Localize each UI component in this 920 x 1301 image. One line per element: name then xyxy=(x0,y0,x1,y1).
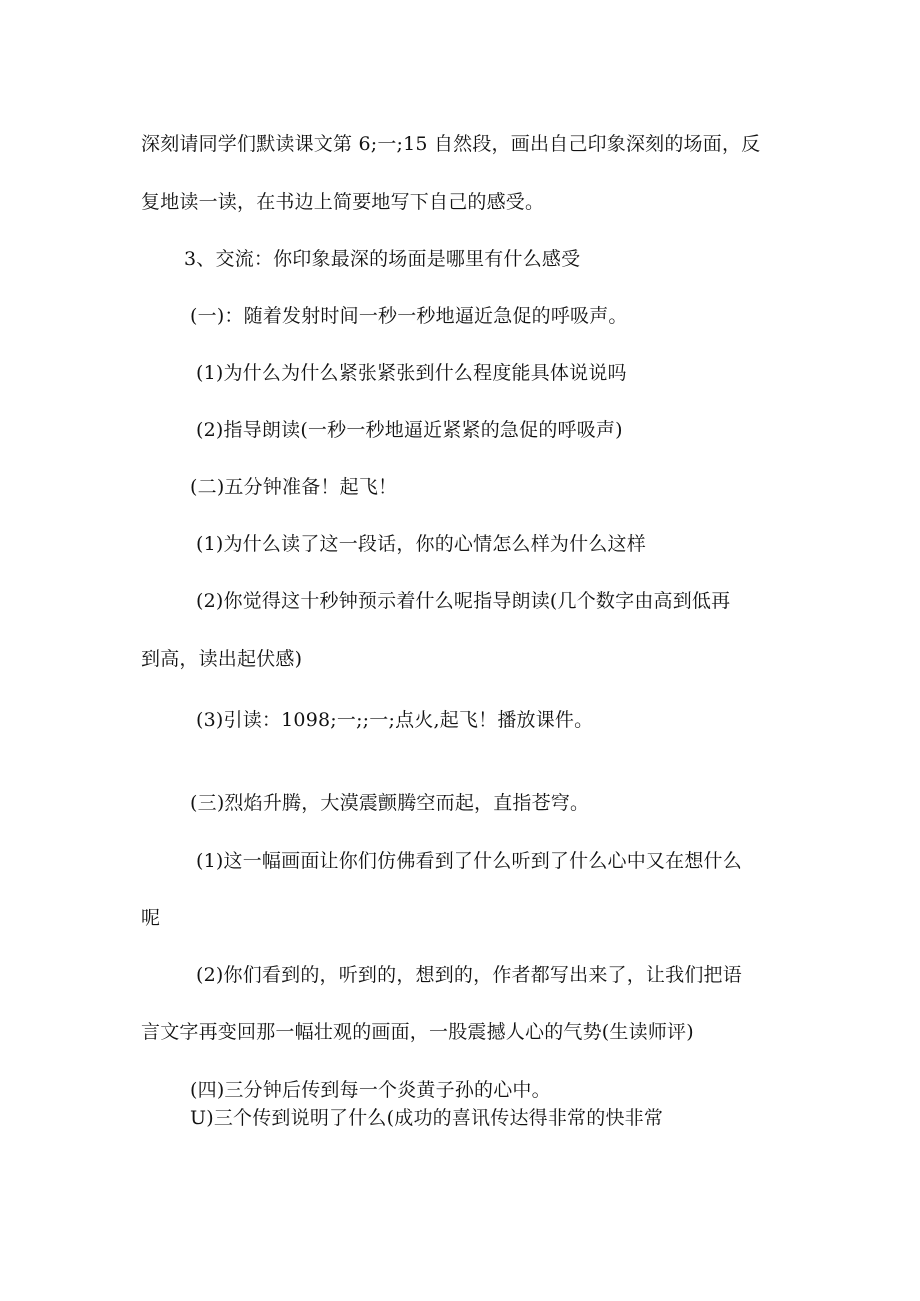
item-line: (2)你们看到的，听到的，想到的，作者都写出来了，让我们把语 xyxy=(196,964,742,986)
paragraph-line-1: 深刻请同学们默读课文第 6;一;15 自然段，画出自己印象深刻的场面，反 xyxy=(141,133,761,155)
item-line: (3)引读：1098;一;;一;点火,起飞！播放课件。 xyxy=(196,709,594,731)
item-line: (1)为什么为什么紧张紧张到什么程度能具体说说吗 xyxy=(196,362,627,384)
paragraph-line-2: 复地读一读，在书边上简要地写下自己的感受。 xyxy=(141,191,545,213)
item-line-continuation: 呢 xyxy=(141,907,161,929)
item-line: (1)这一幅画面让你们仿佛看到了什么听到了什么心中又在想什么 xyxy=(196,850,742,872)
section-heading-3: 3、交流：你印象最深的场面是哪里有什么感受 xyxy=(184,248,581,270)
item-line: U)三个传到说明了什么(成功的喜讯传达得非常的快非常 xyxy=(190,1107,664,1129)
subheading-2: (二)五分钟准备！起飞！ xyxy=(190,476,398,498)
item-line-continuation: 言文字再变回那一幅壮观的画面，一股震撼人心的气势(生读师评) xyxy=(141,1021,694,1043)
subheading-1: (一)：随着发射时间一秒一秒地逼近急促的呼吸声。 xyxy=(190,305,628,327)
item-line: (2)你觉得这十秒钟预示着什么呢指导朗读(几个数字由高到低再 xyxy=(196,590,731,612)
subheading-3: (三)烈焰升腾，大漠震颤腾空而起，直指苍穹。 xyxy=(190,792,590,814)
item-line: (1)为什么读了这一段话，你的心情怎么样为什么这样 xyxy=(196,533,646,555)
item-line: (2)指导朗读(一秒一秒地逼近紧紧的急促的呼吸声) xyxy=(196,419,623,441)
item-line-continuation: 到高，读出起伏感) xyxy=(141,648,303,670)
subheading-4: (四)三分钟后传到每一个炎黄子孙的心中。 xyxy=(190,1079,551,1101)
